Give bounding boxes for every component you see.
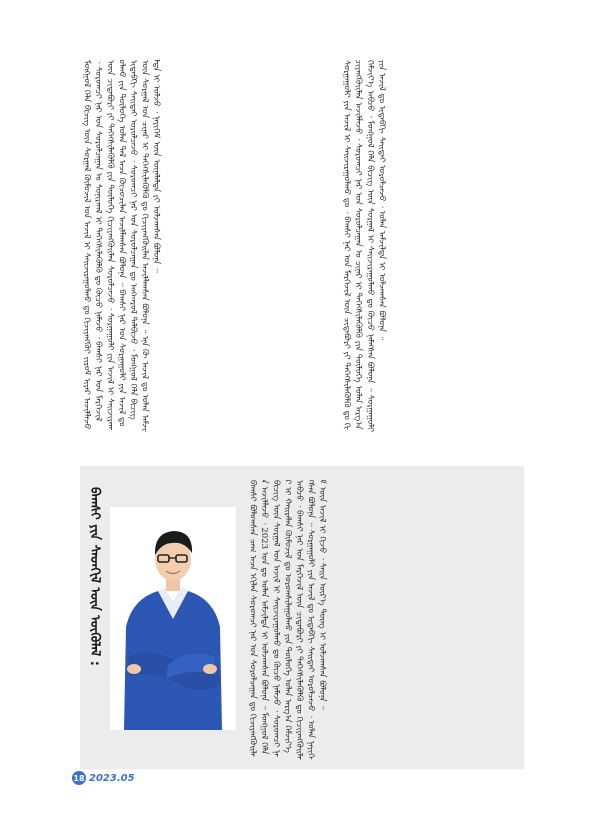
profile-text: ᠪᠠᠭᠰᠢ ᠪᠣᠯᠤᠭᠰᠠᠨ ᠴᠠᠭ ᠠᠴᠠ ᠡᠬᠢᠯᠡᠨ ᠰᠤᠷᠤᠭᠴᠢ ᠨᠠᠷ ᠤᠨ ᠰᠤᠷᠤᠯᠴᠠᠭᠠᠨ ᠳᠤ ᠬᠢᠴᠢᠶᠡᠩᠭᠦᠢᠯᠡᠨ ᠠᠵᠢᠯᠯᠠᠵᠤ ᠂ 2023 ᠣᠨ ᠳᠤ ᠣᠯᠠᠨ ᠠᠮᠵᠢᠯᠲᠠ ᠢ ᠣᠯᠵᠠᠭᠰᠠᠨ ᠪᠣᠯᠤᠨᠠ ᠃ ᠮᠣᠩᠭᠣᠯ ᠬᠡᠯᠡ ᠪᠢᠴᠢᠭ ᠦᠨ ᠰᠤᠷᠭᠠᠯ ᠤᠨ ᠠᠵᠢᠯ ᠢ ᠰᠠᠢᠵᠢᠷᠠᠭᠤᠯᠬᠤ ᠳᠤ ᠬᠦᠴᠦ ᠨᠡᠮᠡᠵᠦ ᠂ ᠰᠤᠷᠤᠭᠴᠢ ᠨᠠᠷ ᠢ ᠬᠠᠢᠷᠠᠯᠠᠨ ᠬᠦᠮᠦᠵᠢᠯ ᠳᠤ ᠤᠷᠤᠭᠰᠢᠯᠠᠭᠤᠯᠬᠤ ᠶᠢᠨ ᠲᠥᠯᠥᠭᠡ ᠣᠯᠠᠨ ᠠᠷᠭ᠎ᠠ ᠬᠡᠮᠵᠢᠶ᠎ᠡ ᠠᠪᠴᠤ ᠂ ᠪᠠᠭᠰᠢ ᠨᠠᠷ ᠤᠨ ᠮᠡᠷᠭᠡᠵᠢᠯ ᠦᠨ ᠴᠢᠳᠠᠪᠤᠷᠢ ᠶᠢ ᠳᠡᠭᠡᠭᠰᠢᠯᠡᠭᠦᠯᠬᠦ ᠳᠤ ᠬᠢᠴᠢᠶᠡᠩᠭᠦᠢᠯᠡᠭᠰᠡᠨ ᠪᠣᠯᠤᠨᠠ ᠃ ᠰᠤᠷᠭᠠᠭᠤᠯᠢ ᠶᠢᠨ ᠠᠵᠢᠯ ᠳᠤ ᠢᠳᠡᠪᠬᠢ ᠰᠠᠢᠲᠠᠢ ᠣᠷᠤᠯᠴᠠᠵᠤ ᠂ ᠣᠯᠠᠨ ᠨᠡᠶᠢᠭᠡᠮ ᠦᠨ ᠠᠵᠢᠯ ᠢ ᠬᠢᠵᠦ ᠂ ᠰᠠᠢᠨ ᠦᠷ᠎ᠡ ᠳᠦᠩ ᠢ ᠣᠯᠵᠠᠭᠰᠠᠨ ᠪᠣᠯᠤᠨᠠ ᠃ (247, 480, 328, 760)
issue-date: 2023.05 (89, 772, 135, 784)
article-column-right: ᠰᠤᠷᠭᠠᠭᠤᠯᠢ ᠶᠢᠨ ᠠᠵᠢᠯ ᠢ ᠰᠠᠢᠵᠢᠷᠠᠭᠤᠯᠬᠤ ᠳᠤ ᠂ ᠪᠠᠭᠰᠢ ᠨᠠᠷ ᠤᠨ ᠮᠡᠷᠭᠡᠵᠢᠯ ᠦᠨ ᠴᠢᠳᠠᠪᠤᠷᠢ ᠶᠢ ᠳᠡᠭᠡᠭᠰᠢᠯᠡᠭᠦᠯᠬᠦ ᠳᠤ ᠬᠢᠴᠢᠶᠡᠩᠭᠦᠢᠯᠡᠨ ᠠᠵᠢᠯᠯᠠᠵᠤ ᠂ ᠰᠤᠷᠤᠭᠴᠢ ᠨᠠᠷ ᠤᠨ ᠰᠤᠷᠤᠯᠴᠠᠭᠠᠨ ᠤ ᠴᠢᠨᠠᠷ ᠢ ᠳᠡᠭᠡᠭᠰᠢᠯᠡᠭᠦᠯᠬᠦ ᠶᠢᠨ ᠲᠥᠯᠥᠭᠡ ᠣᠯᠠᠨ ᠠᠷᠭ᠎ᠠ ᠬᠡᠮᠵᠢᠶ᠎ᠡ ᠠᠪᠴᠤ ᠂ ᠮᠣᠩᠭᠣᠯ ᠬᠡᠯᠡ ᠪᠢᠴᠢᠭ ᠦᠨ ᠰᠤᠷᠭᠠᠯ ᠢ ᠰᠠᠢᠵᠢᠷᠠᠭᠤᠯᠬᠤ ᠳᠤ ᠬᠦᠴᠦ ᠨᠡᠮᠡᠭᠰᠡᠨ ᠪᠣᠯᠤᠨᠠ ᠃ ᠰᠤᠷᠭᠠᠭᠤᠯᠢ ᠶᠢᠨ ᠠᠵᠢᠯ ᠳᠤ ᠢᠳᠡᠪᠬᠢ ᠰᠠᠢᠲᠠᠢ ᠣᠷᠤᠯᠴᠠᠵᠤ ᠂ ᠣᠯᠠᠨ ᠠᠮᠵᠢᠯᠲᠠ ᠢ ᠣᠯᠵᠠᠭᠰᠠᠨ ᠪᠣᠯᠤᠨᠠ ᠃ (341, 60, 387, 433)
person-illustration (110, 507, 236, 730)
profile-title: ᠪᠠᠭᠰᠢ ᠶᠢᠨ ᠰᠡᠳᠬᠢᠯ ᠦᠨ ᠥᠭᠦᠯᠡᠯ : (87, 487, 102, 666)
article-column-left: ᠮᠣᠩᠭᠣᠯ ᠬᠡᠯᠡ ᠪᠢᠴᠢᠭ ᠦᠨ ᠰᠤᠷᠭᠠᠯ ᠬᠦᠮᠦᠵᠢᠯ ᠤᠨ ᠠᠵᠢᠯ ᠢ ᠰᠠᠢᠵᠢᠷᠠᠭᠤᠯᠬᠤ ᠳᠤ ᠬᠢᠴᠢᠶᠡᠩᠭᠦᠢ ᠵᠢᠷᠤᠮ ᠢᠶᠠᠷ ᠠᠵᠢᠯᠯᠠᠵᠤ ᠂ ᠰᠤᠷᠤᠭᠴᠢ ᠨᠠᠷ ᠤᠨ ᠰᠤᠷᠤᠯᠴᠠᠭᠠᠨ ᠤ ᠰᠣᠨᠢᠷᠬᠠᠯ ᠢ ᠳᠡᠭᠡᠭᠰᠢᠯᠡᠭᠦᠯᠬᠦ ᠳᠤ ᠬᠦᠴᠦ ᠨᠡᠮᠡᠵᠦ ᠂ ᠪᠠᠭᠰᠢ ᠨᠠᠷ ᠤᠨ ᠮᠡᠷᠭᠡᠵᠢᠯ ᠦᠨ ᠴᠢᠳᠠᠪᠤᠷᠢ ᠶᠢ ᠳᠡᠭᠡᠭᠰᠢᠯᠡᠭᠦᠯᠬᠦ ᠶᠢᠨ ᠲᠥᠯᠥᠭᠡ ᠬᠢᠴᠢᠶᠡᠩᠭᠦᠢᠯᠡᠨ ᠰᠤᠷᠤᠯᠴᠠᠵᠤ ᠂ ᠰᠤᠷᠭᠠᠭᠤᠯᠢ ᠶᠢᠨ ᠠᠵᠢᠯ ᠢ ᠰᠠᠢᠵᠢᠷᠠᠭᠤᠯᠬᠤ ᠶᠢᠨ ᠲᠥᠯᠥᠭᠡ ᠣᠯᠠᠨ ᠲᠠᠯ ᠠᠴᠠ ᠬᠦᠴᠦᠴᠢᠯᠡᠨ ᠠᠵᠢᠯᠯᠠᠭᠰᠠᠨ ᠪᠣᠯᠤᠨᠠ ᠃ ᠪᠠᠭᠰᠢ ᠨᠠᠷ ᠤᠨ ᠰᠤᠷᠭᠠᠭᠤᠯᠢ ᠶᠢᠨ ᠠᠵᠢᠯ ᠳᠤ ᠢᠳᠡᠪᠬᠢ ᠰᠠᠢᠲᠠᠢ ᠣᠷᠤᠯᠴᠠᠵᠤ ᠂ ᠰᠤᠷᠤᠭᠴᠢ ᠨᠠᠷ ᠤᠨ ᠰᠤᠷᠤᠯᠴᠠᠭᠠᠨ ᠳᠤ ᠠᠩᠬᠠᠷᠤᠯ ᠲᠠᠯᠪᠢᠵᠤ ᠂ ᠮᠣᠩᠭᠣᠯ ᠬᠡᠯᠡ ᠪᠢᠴᠢᠭ ᠦᠨ ᠰᠤᠷᠭᠠᠯ ᠤᠨ ᠴᠢᠨᠠᠷ ᠢ ᠳᠡᠭᠡᠭᠰᠢᠯᠡᠭᠦᠯᠬᠦ ᠳᠤ ᠬᠢᠴᠢᠶᠡᠩᠭᠦᠢᠯᠡᠨ ᠠᠵᠢᠯᠯᠠᠭᠰᠠᠨ ᠪᠣᠯᠤᠨᠠ ᠃ ᠡᠨᠡ ᠬᠦ ᠠᠵᠢᠯ ᠳᠤ ᠣᠯᠠᠨ ᠠᠮᠵᠢᠯᠲᠠ ᠢ ᠣᠯᠵᠤ ᠂ ᠨᠡᠶᠢᠭᠡᠮ ᠦᠨ ᠦᠨᠡᠯᠡᠯᠲᠡ ᠶᠢ ᠣᠯᠵᠠᠭᠰᠠᠨ ᠪᠣᠯᠤᠨᠠ ᠃ (81, 60, 162, 432)
folio (72, 770, 135, 786)
portrait-photo (110, 507, 236, 730)
page-number-badge: 18 (72, 771, 86, 785)
